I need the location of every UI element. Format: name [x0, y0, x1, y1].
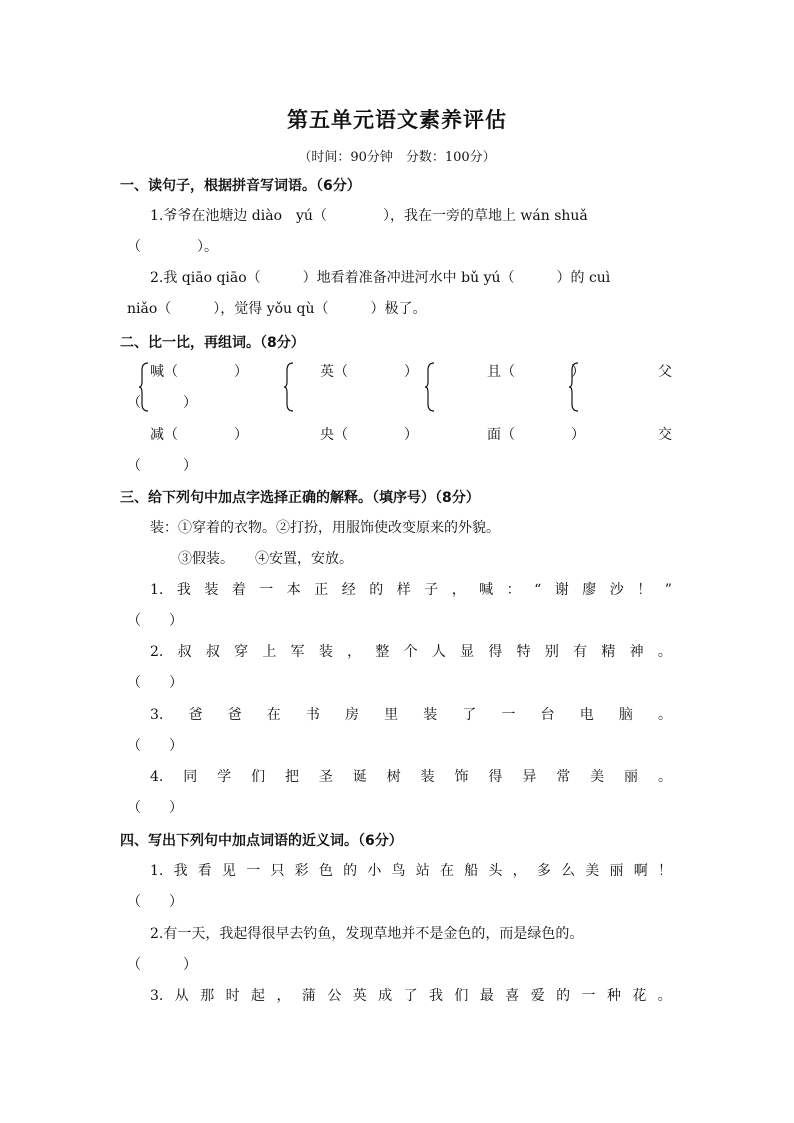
s1-question-1-line-1: 1.爷爷在池塘边 diào yú（ ），我在一旁的草地上 wán shuǎ: [150, 208, 588, 224]
sentence-char: 丽: [624, 769, 639, 785]
page-subtitle: （时间：90分钟 分数：100分）: [298, 150, 496, 165]
sentence-char: 同: [183, 769, 198, 785]
sentence-char: 公: [327, 988, 342, 1004]
s3-question-1: [150, 580, 672, 600]
sentence-char: 异: [522, 769, 537, 785]
s1-question-1-line-2: （ ）。: [127, 239, 218, 255]
sentence-char: 见: [222, 863, 237, 879]
sentence-char: 树: [386, 769, 401, 785]
sentence-char: 看: [197, 863, 212, 879]
s4-question-2-answer: （ ）: [127, 957, 197, 973]
sentence-char: 装: [318, 644, 333, 660]
s3-question-2-answer: （ ）: [127, 675, 183, 691]
sentence-char: 我: [173, 863, 188, 879]
s1-question-2-line-1: 2.我 qiāo qiāo（ ）地看着准备冲进河水中 bǔ yú（ ）的 cuì: [150, 270, 611, 286]
sentence-char: ，: [347, 644, 362, 660]
sentence-char: 喊: [479, 582, 494, 598]
s4-question-1: [150, 861, 672, 881]
sentence-char: “: [534, 582, 542, 598]
sentence-char: 着: [231, 582, 246, 598]
sentence-char: 爸: [188, 707, 203, 723]
sentence-char: 的: [343, 863, 358, 879]
sentence-char: 最: [479, 988, 494, 1004]
sentence-char: 别: [544, 644, 559, 660]
s2-row2-item-2: 央（ ）: [320, 427, 418, 443]
sentence-char: 。: [657, 988, 672, 1004]
sentence-char: 的: [556, 988, 571, 1004]
s2-row1-item-1: 喊（ ）: [150, 364, 248, 380]
sentence-char: ！: [657, 863, 672, 879]
sentence-char: 学: [217, 769, 232, 785]
s4-question-1-answer: （ ）: [127, 894, 183, 910]
sentence-char: 里: [384, 707, 399, 723]
sentence-char: 站: [415, 863, 430, 879]
section-2-heading: 二、比一比，再组词。（8分）: [120, 335, 305, 351]
sentence-char: 特: [516, 644, 531, 660]
sentence-char: 正: [314, 582, 329, 598]
sentence-char: 一: [259, 582, 274, 598]
section-4-heading: 四、写出下列句中加点词语的近义词。（6分）: [120, 833, 403, 849]
page-title: 第五单元语文素养评估: [287, 107, 507, 132]
sentence-char: 英: [352, 988, 367, 1004]
sentence-char: 电: [579, 707, 594, 723]
s2-row1-item-4: 父: [658, 364, 672, 380]
s3-definition-line-1: 装：①穿着的衣物。②打扮，用服饰使改变原来的外貌。: [150, 520, 500, 536]
sentence-char: 3.: [150, 707, 164, 723]
sentence-char: 我: [429, 988, 443, 1004]
sentence-char: 廖: [582, 582, 597, 598]
sentence-char: 。: [657, 769, 672, 785]
sentence-char: 把: [284, 769, 299, 785]
sentence-char: 了: [403, 988, 418, 1004]
sentence-char: 装: [423, 707, 438, 723]
sentence-char: 爸: [227, 707, 242, 723]
sentence-char: 在: [266, 707, 281, 723]
sentence-char: 精: [601, 644, 616, 660]
sentence-char: ”: [664, 582, 672, 598]
sentence-char: 彩: [294, 863, 309, 879]
sentence-char: 得: [488, 644, 503, 660]
sentence-char: 整: [375, 644, 390, 660]
s2-row2-item-3: 面（ ）: [487, 427, 585, 443]
sentence-char: 1.: [150, 582, 164, 598]
s2-row2-wrap: （ ）: [127, 458, 197, 474]
sentence-char: 花: [632, 988, 647, 1004]
sentence-char: 鸟: [391, 863, 406, 879]
sentence-char: 子: [424, 582, 439, 598]
sentence-char: 叔: [205, 644, 220, 660]
sentence-char: 叔: [177, 644, 192, 660]
sentence-char: 得: [488, 769, 503, 785]
sentence-char: 书: [305, 707, 320, 723]
sentence-char: 军: [290, 644, 305, 660]
sentence-char: 从: [174, 988, 189, 1004]
sentence-char: 饰: [454, 769, 469, 785]
sentence-char: 了: [462, 707, 477, 723]
sentence-char: 神: [629, 644, 644, 660]
sentence-char: 。: [657, 707, 672, 723]
sentence-char: 们: [251, 769, 266, 785]
brace-2: [283, 362, 295, 412]
s3-question-3-answer: （ ）: [127, 738, 183, 754]
sentence-char: 在: [439, 863, 454, 879]
sentence-char: ，: [276, 988, 291, 1004]
s3-question-1-answer: （ ）: [127, 613, 183, 629]
s3-question-3: [150, 705, 672, 725]
sentence-char: 样: [396, 582, 411, 598]
sentence-char: 上: [262, 644, 277, 660]
sentence-char: 圣: [318, 769, 333, 785]
sentence-char: 多: [536, 863, 551, 879]
sentence-char: 的: [369, 582, 384, 598]
sentence-char: 小: [367, 863, 382, 879]
s3-definition-line-2: ③假装。 ④安置，安放。: [178, 551, 353, 567]
sentence-char: 常: [556, 769, 571, 785]
sentence-char: 沙: [609, 582, 624, 598]
s3-question-2: [150, 642, 672, 662]
sentence-char: 诞: [352, 769, 367, 785]
sentence-char: 台: [540, 707, 555, 723]
sentence-char: 们: [454, 988, 469, 1004]
sentence-char: ，: [451, 582, 466, 598]
sentence-char: ，: [512, 863, 527, 879]
sentence-char: 显: [460, 644, 475, 660]
s3-question-4: [150, 767, 672, 787]
sentence-char: ：: [506, 582, 521, 598]
sentence-char: 蒲: [301, 988, 316, 1004]
s2-row1-item-2: 英（ ）: [320, 364, 418, 380]
sentence-char: ！: [637, 582, 652, 598]
sentence-char: 脑: [618, 707, 633, 723]
sentence-char: 一: [246, 863, 261, 879]
s2-row2-item-4: 交: [658, 427, 672, 443]
sentence-char: 头: [488, 863, 503, 879]
sentence-char: 经: [341, 582, 356, 598]
sentence-char: 个: [403, 644, 418, 660]
s4-question-2: 2.有一天，我起得很早去钓鱼，发现草地并不是金色的，而是绿色的。: [150, 926, 584, 942]
sentence-char: 房: [344, 707, 359, 723]
sentence-char: 装: [420, 769, 435, 785]
sentence-char: 一: [501, 707, 516, 723]
sentence-char: 穿: [234, 644, 249, 660]
sentence-char: 美: [590, 769, 605, 785]
sentence-char: 有: [573, 644, 588, 660]
s2-row1-wrap: （ ）: [127, 395, 197, 411]
brace-3: [424, 362, 436, 412]
s1-question-2-line-2: niǎo（ ），觉得 yǒu qù（ ）极了。: [127, 301, 427, 317]
sentence-char: 那: [200, 988, 215, 1004]
sentence-char: 我: [176, 582, 191, 598]
sentence-char: 成: [378, 988, 393, 1004]
sentence-char: 。: [657, 644, 672, 660]
section-1-heading: 一、读句子，根据拼音写词语。（6分）: [120, 178, 361, 194]
sentence-char: 起: [251, 988, 266, 1004]
sentence-char: 谢: [554, 582, 569, 598]
sentence-char: 1.: [150, 863, 164, 879]
section-3-heading: 三、给下列句中加点字选择正确的解释。（填序号）（8分）: [120, 490, 480, 506]
sentence-char: 美: [585, 863, 600, 879]
sentence-char: 啊: [633, 863, 648, 879]
sentence-char: 么: [561, 863, 576, 879]
sentence-char: 种: [606, 988, 621, 1004]
s3-question-4-answer: （ ）: [127, 800, 183, 816]
s2-row2-item-1: 减（ ）: [150, 427, 248, 443]
sentence-char: 3.: [150, 988, 164, 1004]
sentence-char: 人: [431, 644, 446, 660]
sentence-char: 2.: [150, 644, 164, 660]
sentence-char: 时: [225, 988, 240, 1004]
sentence-char: 丽: [609, 863, 624, 879]
sentence-char: 本: [286, 582, 301, 598]
s4-question-3: [150, 986, 672, 1006]
sentence-char: 爱: [530, 988, 545, 1004]
sentence-char: 喜: [505, 988, 520, 1004]
sentence-char: 4.: [150, 769, 164, 785]
sentence-char: 色: [318, 863, 333, 879]
s2-row1-item-3: 且（ ）: [487, 364, 585, 380]
sentence-char: 装: [204, 582, 219, 598]
sentence-char: 一: [581, 988, 596, 1004]
sentence-char: 只: [270, 863, 285, 879]
sentence-char: 船: [464, 863, 479, 879]
